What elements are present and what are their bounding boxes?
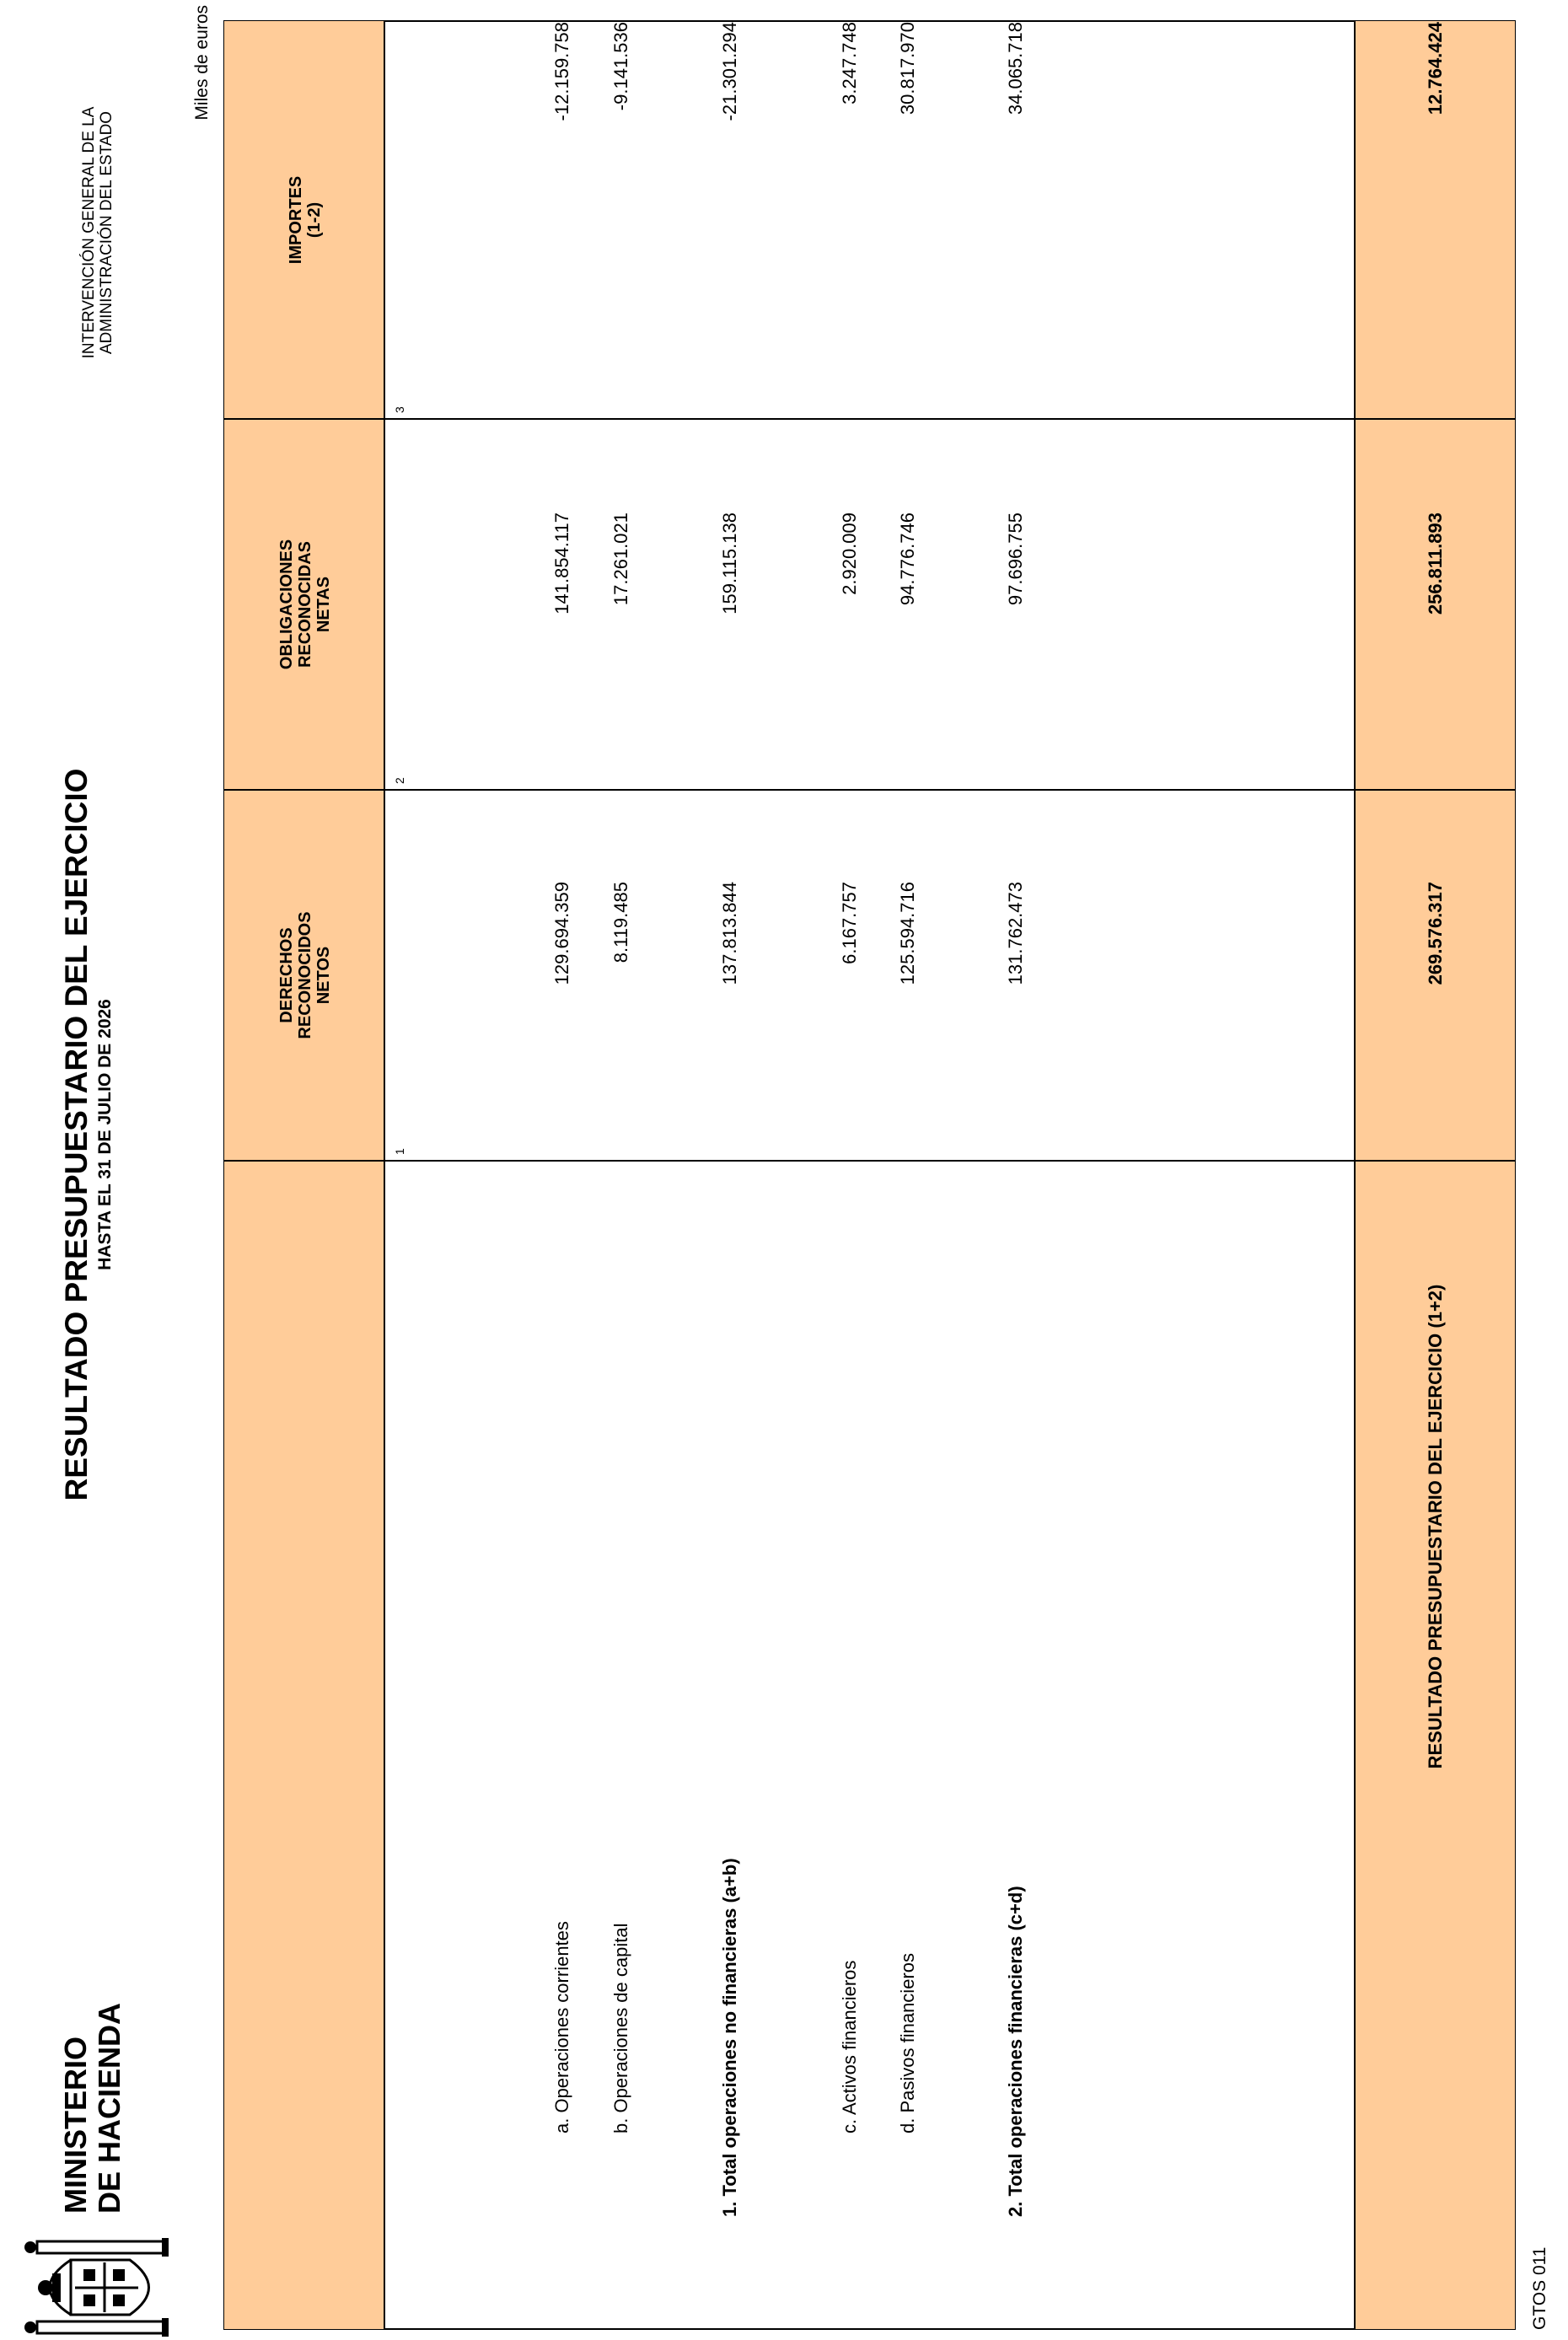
- report-title: RESULTADO PRESUPUESTARIO DEL EJERCICIO: [59, 768, 94, 1501]
- units-label: Miles de euros: [192, 5, 212, 121]
- column-divider: [224, 1160, 1515, 1162]
- column-number: 3: [393, 406, 406, 413]
- cell-derechos: 125.594.716: [897, 882, 918, 985]
- cell-importes: -9.141.536: [610, 22, 631, 111]
- column-number: 1: [393, 1148, 406, 1155]
- column-divider: [224, 789, 1515, 791]
- cell-obligaciones: 94.776.746: [897, 513, 918, 606]
- coat-of-arms-icon: [12, 2235, 176, 2340]
- grand-total-obligaciones: 256.811.893: [1425, 513, 1446, 615]
- form-code: GTOS 011: [1530, 2246, 1549, 2330]
- cell-obligaciones: 2.920.009: [839, 513, 860, 595]
- report-subtitle: HASTA EL 31 DE JULIO DE 2026: [95, 999, 115, 1270]
- cell-obligaciones: 141.854.117: [551, 513, 572, 615]
- column-header-importes: IMPORTES (1-2): [286, 175, 324, 265]
- cell-obligaciones: 159.115.138: [719, 513, 740, 615]
- column-header-derechos: DERECHOS RECONOCIDOS NETOS: [277, 911, 333, 1039]
- cell-importes: -12.159.758: [551, 22, 572, 121]
- grand-total-importes: 12.764.424: [1425, 22, 1446, 115]
- cell-importes: 30.817.970: [897, 22, 918, 115]
- cell-importes: 3.247.748: [839, 22, 860, 105]
- grand-total-label: RESULTADO PRESUPUESTARIO DEL EJERCICIO (1+2): [1425, 1284, 1446, 1769]
- column-number: 2: [393, 777, 406, 784]
- row-label: b. Operaciones de capital: [610, 1923, 631, 2133]
- row-label-total: 1. Total operaciones no financieras (a+b): [719, 1858, 740, 2217]
- cell-obligaciones: 17.261.021: [610, 513, 631, 606]
- row-label: c. Activos financieros: [839, 1960, 860, 2133]
- cell-derechos: 129.694.359: [551, 882, 572, 985]
- column-divider: [224, 418, 1515, 420]
- row-label-total: 2. Total operaciones financieras (c+d): [1005, 1886, 1026, 2217]
- cell-derechos: 6.167.757: [839, 882, 860, 964]
- row-label: a. Operaciones corrientes: [551, 1921, 572, 2133]
- cell-obligaciones: 97.696.755: [1005, 513, 1026, 606]
- grand-total-derechos: 269.576.317: [1425, 882, 1446, 985]
- cell-derechos: 131.762.473: [1005, 882, 1026, 985]
- cell-derechos: 137.813.844: [719, 882, 740, 985]
- cell-importes: 34.065.718: [1005, 22, 1026, 115]
- row-label: d. Pasivos financieros: [897, 1953, 918, 2133]
- agency-name: INTERVENCIÓN GENERAL DE LA ADMINISTRACIÓN DEL ESTADO: [80, 106, 115, 359]
- cell-importes: -21.301.294: [719, 22, 740, 121]
- results-table: [223, 20, 1516, 2330]
- cell-derechos: 8.119.485: [610, 882, 631, 963]
- column-header-obligaciones: OBLIGACIONES RECONOCIDAS NETAS: [277, 539, 333, 670]
- ministry-name: MINISTERIO DE HACIENDA: [58, 2002, 126, 2214]
